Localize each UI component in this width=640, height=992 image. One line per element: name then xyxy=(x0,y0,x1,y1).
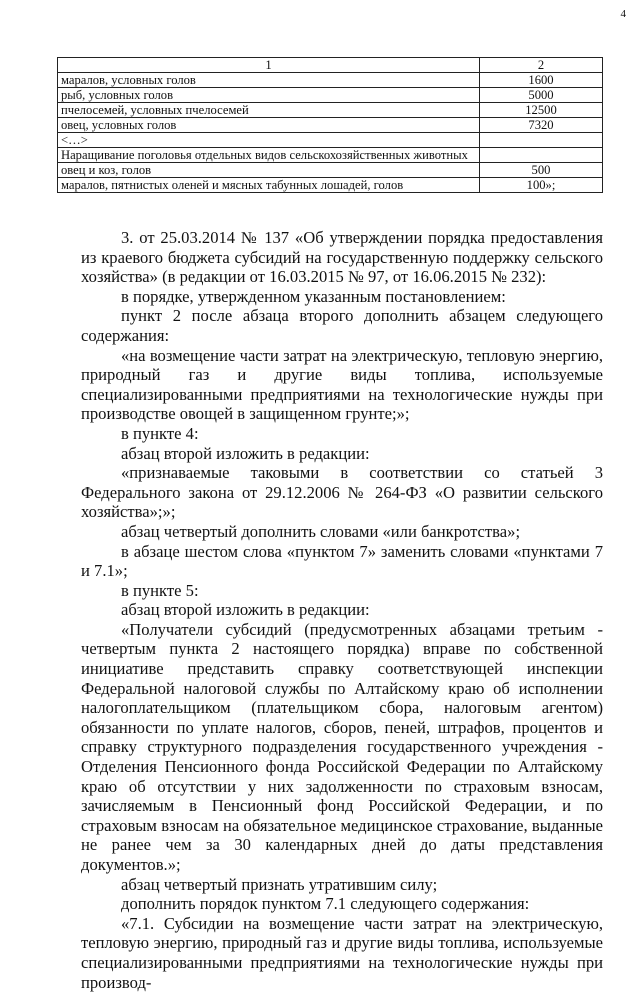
paragraph: «на возмещение части затрат на электрическую, тепловую энергию, природный газ и другие виды топлива, используемые специализированными предприятиями на технологические нужды при производстве овощей в защищенном грунте;»; xyxy=(81,345,603,424)
table-cell-value: 12500 xyxy=(480,103,603,118)
table-cell-value: 100»; xyxy=(480,178,603,193)
document-body xyxy=(81,228,603,992)
table-cell-label: Наращивание поголовья отдельных видов сельскохозяйственных животных xyxy=(58,148,480,163)
paragraph: 3. от 25.03.2014 № 137 «Об утверждении порядка предоставления из краевого бюджета субсидий на государственную поддержку сельского хозяйства» (в редакции от 16.03.2015 № 97, от 16.06.2015 № 232): xyxy=(81,228,603,287)
paragraph: абзац второй изложить в редакции: xyxy=(121,443,370,463)
table-row xyxy=(58,178,603,193)
paragraph: в пункте 5: xyxy=(121,580,199,600)
table-cell-value xyxy=(480,148,603,163)
paragraph: «Получатели субсидий (предусмотренных абзацами третьим - четвертым пункта 2 настоящего порядка) вправе по собственной инициативе представить справку соответствующей инспекции Федеральной налоговой службы по Алтайскому краю об исполнении налогоплательщиком (плательщиком сбора, налоговым агентом) обязанности по уплате налогов, сборов, пеней, штрафов, процентов и справку структурного подразделения государственного учреждения - Отделения Пенсионного фонда Российской Федерации по Алтайскому краю об отсутствии у них задолженности по страховым взносам, зачисляемым в Пенсионный фонд Российской Федерации, и по страховым взносам на обязательное медицинское страхование, выданные не ранее чем за 30 календарных дней до даты представления документов.»; xyxy=(81,619,603,874)
table-cell-value: 1600 xyxy=(480,73,603,88)
table-cell-label: рыб, условных голов xyxy=(58,88,480,103)
page-number: 4 xyxy=(620,8,626,20)
paragraph: «признаваемые таковыми в соответствии со статьей 3 Федерального закона от 29.12.2006 № 264-ФЗ «О развитии сельского хозяйства»;»; xyxy=(81,463,603,522)
table-cell-label: овец, условных голов xyxy=(58,118,480,133)
table-cell-label: пчелосемей, условных пчелосемей xyxy=(58,103,480,118)
table-header-cell: 1 xyxy=(58,58,480,73)
paragraph: пункт 2 после абзаца второго дополнить абзацем следующего содержания: xyxy=(81,306,603,345)
paragraph: абзац второй изложить в редакции: xyxy=(121,600,370,620)
table-cell-label: овец и коз, голов xyxy=(58,163,480,178)
table-row xyxy=(58,118,603,133)
table-cell-label: маралов, пятнистых оленей и мясных табунных лошадей, голов xyxy=(58,178,480,193)
table-cell-label: маралов, условных голов xyxy=(58,73,480,88)
paragraph: в порядке, утвержденном указанным постановлением: xyxy=(121,286,506,306)
paragraph: «7.1. Субсидии на возмещение части затрат на электрическую, тепловую энергию, природный газ и другие виды топлива, используемые специализированными предприятиями на технологические нужды при производ- xyxy=(81,913,603,992)
table-header-row xyxy=(58,58,603,73)
table-row xyxy=(58,73,603,88)
paragraph: в абзаце шестом слова «пунктом 7» заменить словами «пунктами 7 и 7.1»; xyxy=(81,541,603,581)
table-row xyxy=(58,88,603,103)
livestock-table xyxy=(57,57,603,193)
table-row xyxy=(58,148,603,163)
table-cell-value: 5000 xyxy=(480,88,603,103)
table-row xyxy=(58,103,603,118)
paragraph: абзац четвертый признать утратившим силу; xyxy=(121,874,438,894)
paragraph: дополнить порядок пунктом 7.1 следующего содержания: xyxy=(121,894,530,914)
table-cell-value xyxy=(480,133,603,148)
table-row xyxy=(58,163,603,178)
table-header-cell: 2 xyxy=(480,58,603,73)
table-cell-value: 500 xyxy=(480,163,603,178)
table-cell-value: 7320 xyxy=(480,118,603,133)
table-cell-label: <…> xyxy=(58,133,480,148)
paragraph: абзац четвертый дополнить словами «или банкротства»; xyxy=(121,521,521,541)
table-row xyxy=(58,133,603,148)
paragraph: в пункте 4: xyxy=(121,423,199,443)
